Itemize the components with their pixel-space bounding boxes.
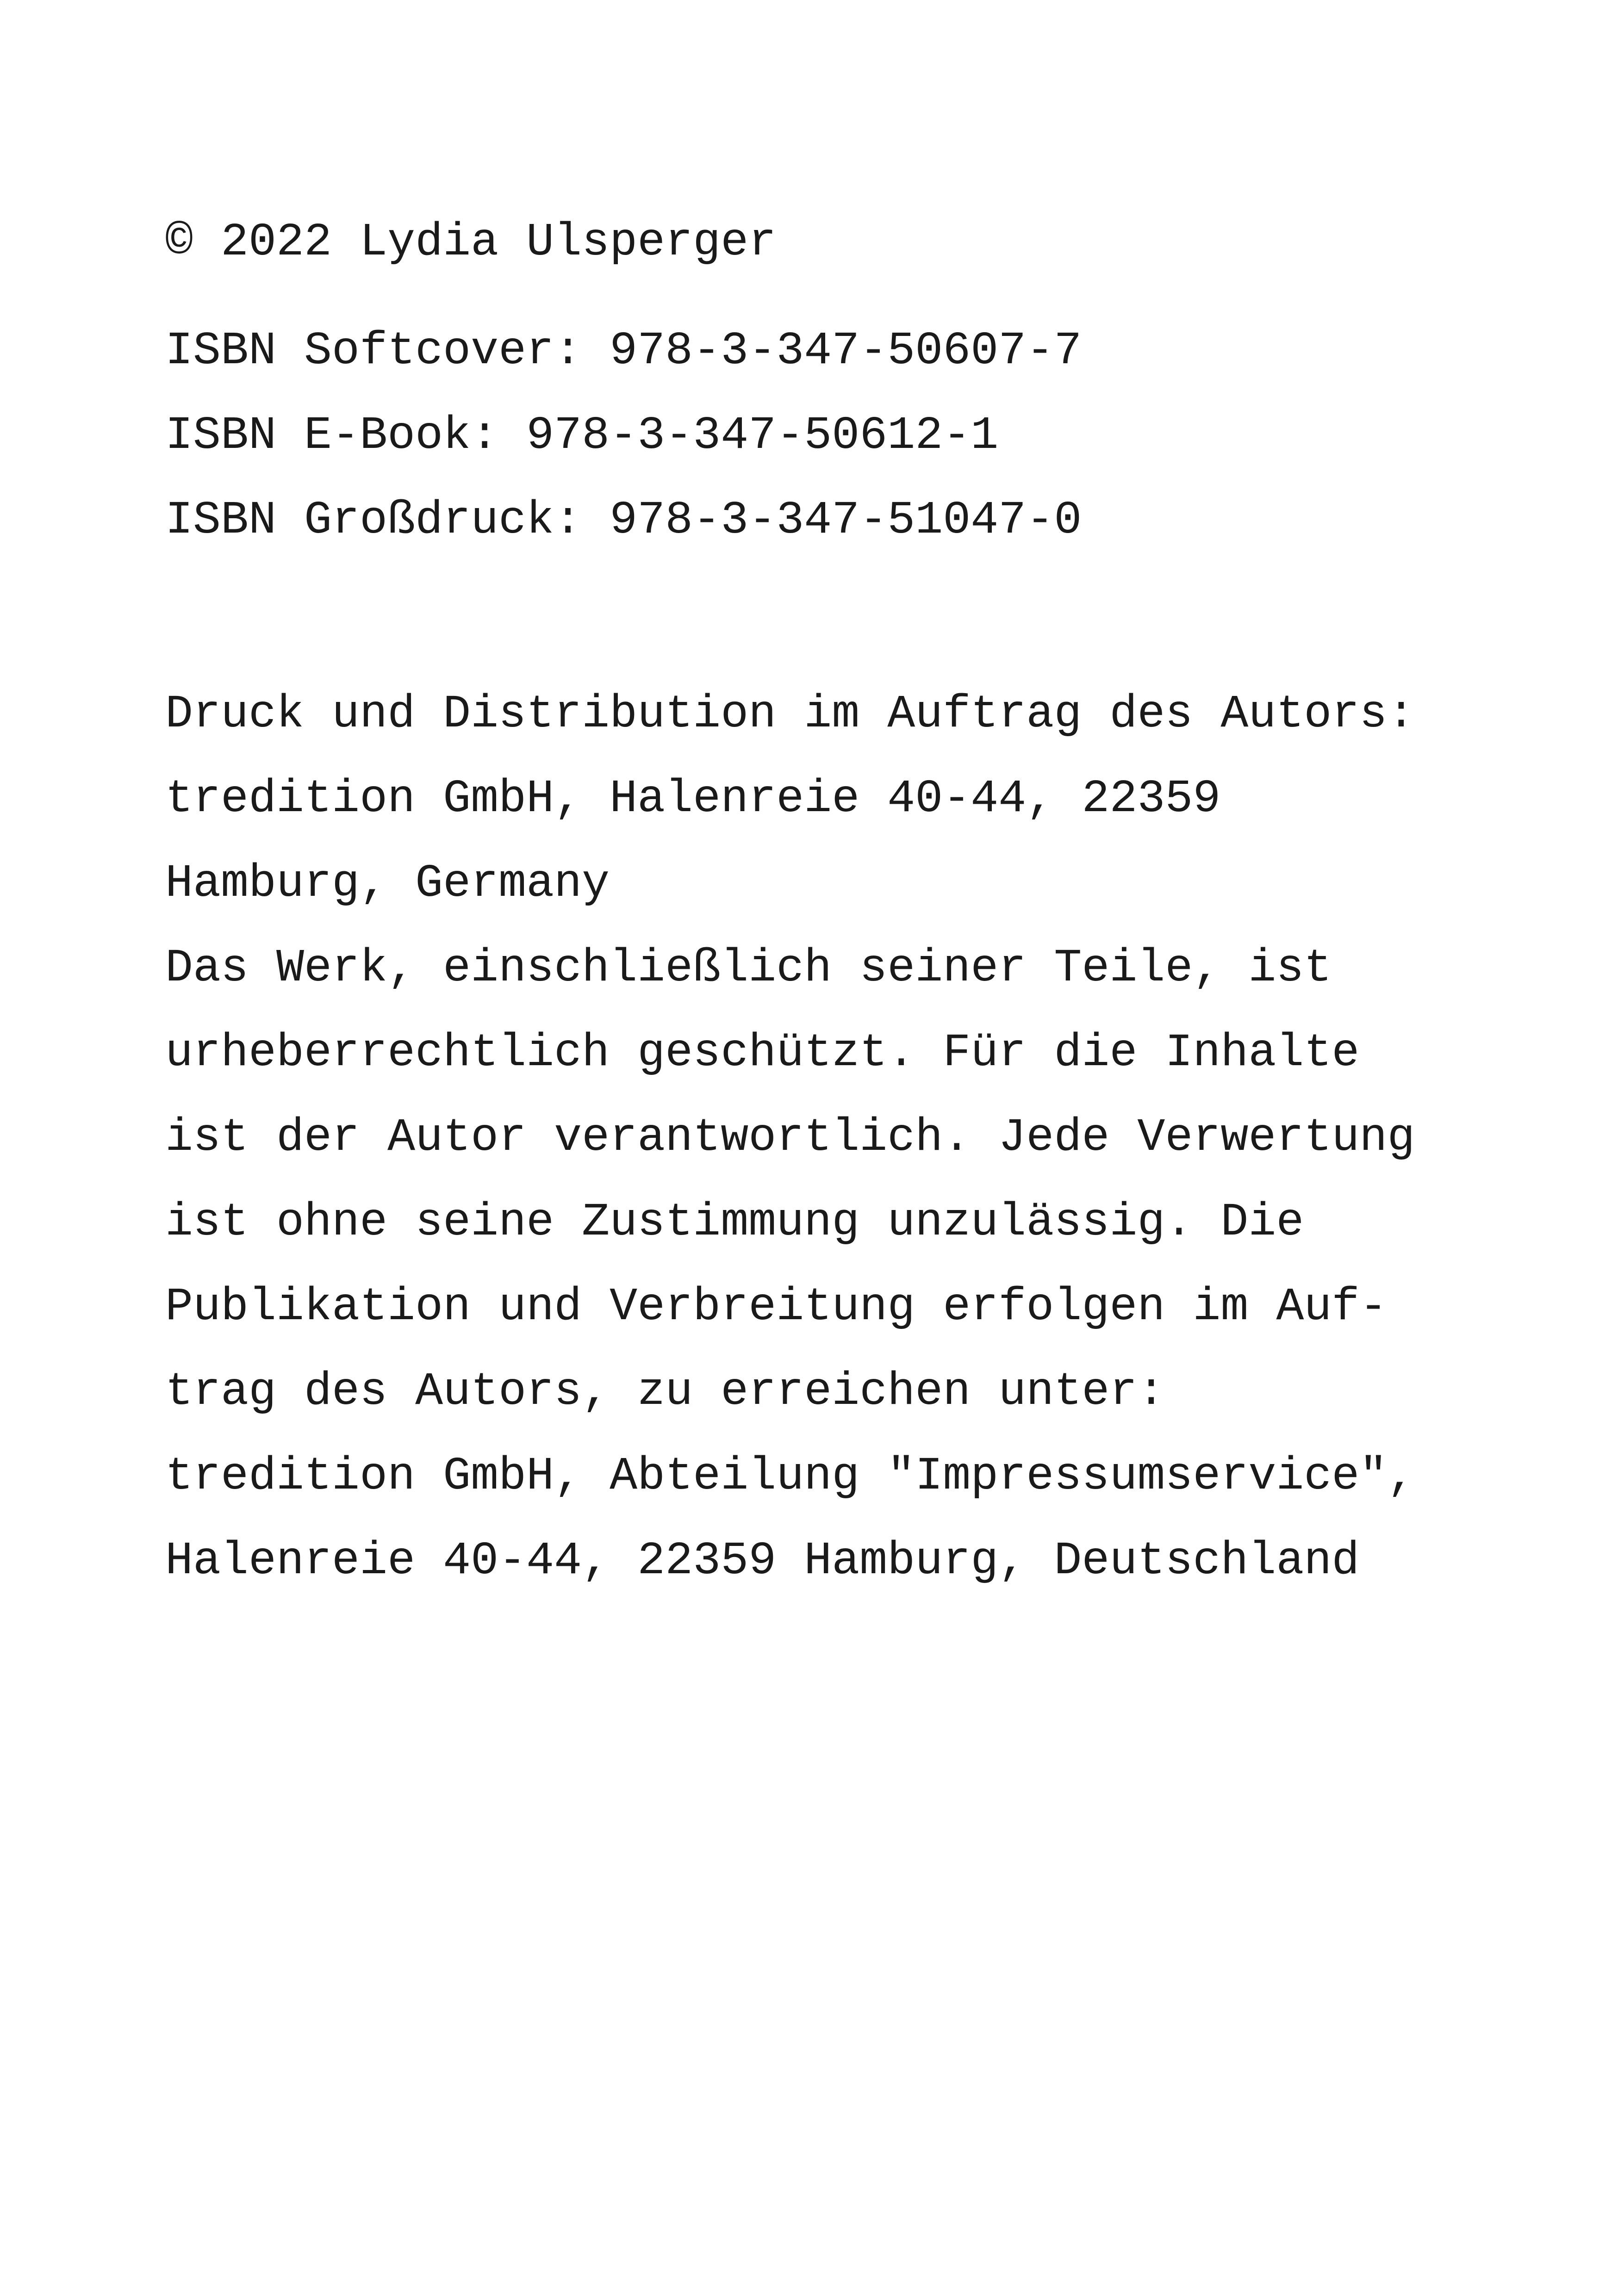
legal-line-5: Publikation und Verbreitung erfolgen im Auf-	[165, 1281, 1388, 1334]
distribution-line-2: tredition GmbH, Halenreie 40-44, 22359	[165, 773, 1221, 825]
legal-line-1: Das Werk, einschließlich seiner Teile, ist	[165, 943, 1332, 995]
isbn-softcover: ISBN Softcover: 978-3-347-50607-7	[165, 325, 1082, 378]
legal-line-6: trag des Autors, zu erreichen unter:	[165, 1366, 1165, 1418]
distribution-line-1: Druck und Distribution im Auftrag des Autors:	[165, 689, 1415, 741]
isbn-grossdruck: ISBN Großdruck: 978-3-347-51047-0	[165, 495, 1082, 547]
legal-line-4: ist ohne seine Zustimmung unzulässig. Die	[165, 1197, 1304, 1249]
legal-line-8: Halenreie 40-44, 22359 Hamburg, Deutschland	[165, 1535, 1360, 1588]
distribution-line-3: Hamburg, Germany	[165, 858, 610, 910]
legal-line-2: urheberrechtlich geschützt. Für die Inhalte	[165, 1027, 1360, 1080]
isbn-ebook: ISBN E-Book: 978-3-347-50612-1	[165, 410, 999, 462]
copyright-line: © 2022 Lydia Ulsperger	[165, 217, 777, 269]
legal-line-7: tredition GmbH, Abteilung "Impressumservice",	[165, 1451, 1415, 1503]
legal-line-3: ist der Autor verantwortlich. Jede Verwertung	[165, 1112, 1415, 1164]
